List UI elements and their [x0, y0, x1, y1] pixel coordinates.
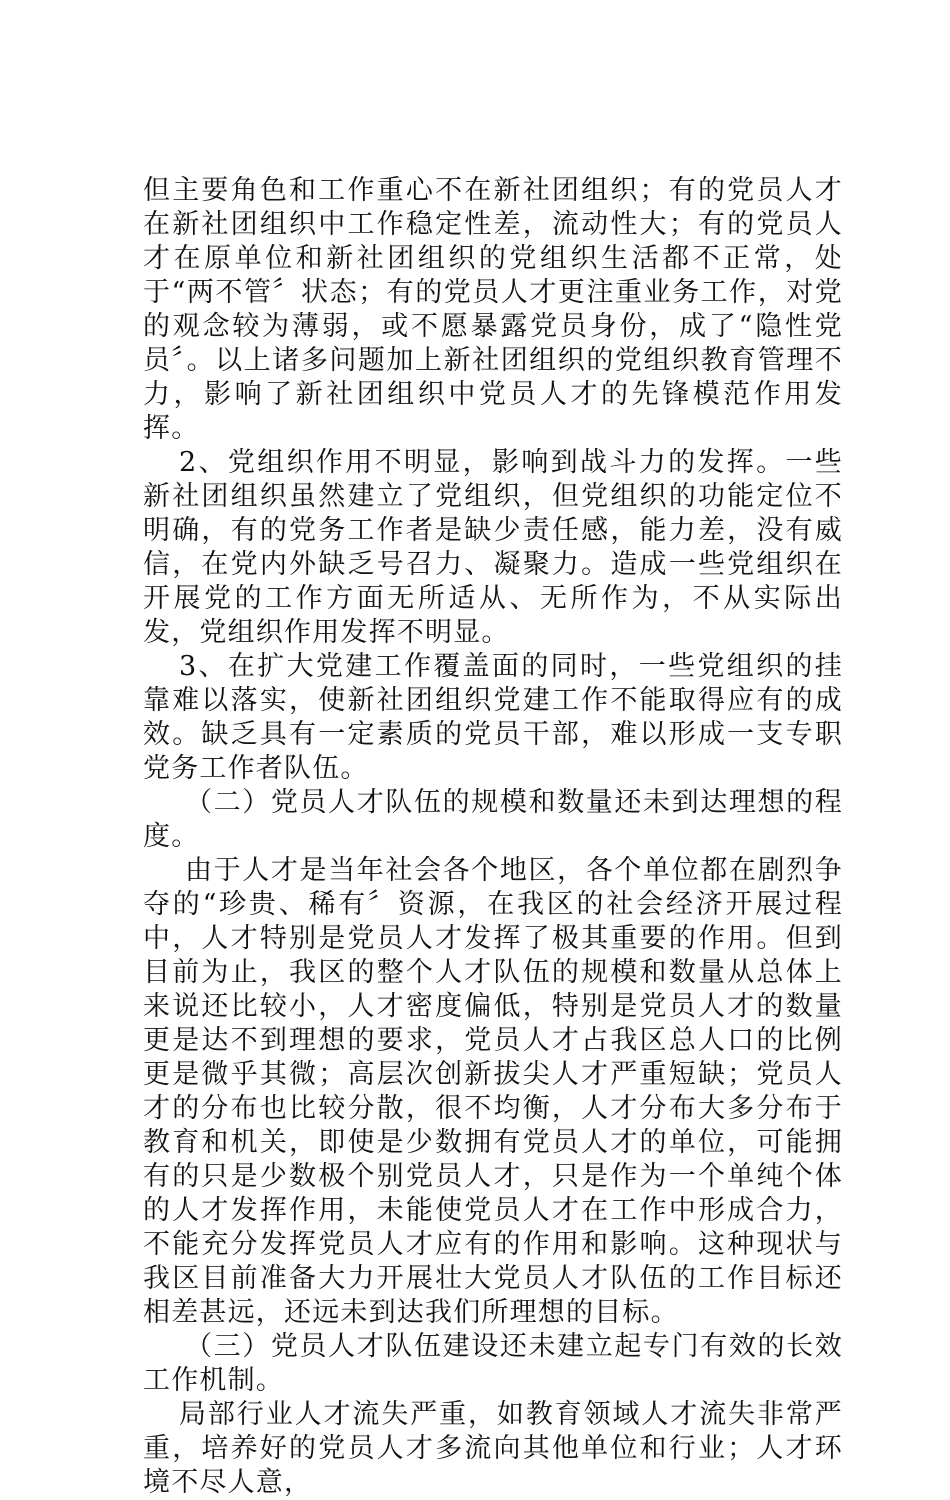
document-body: [143, 174, 843, 1500]
paragraph-item-3: 3、在扩大党建工作覆盖面的同时，一些党组织的挂靠难以落实，使新社团组织党建工作不能取得应有的成效。缺乏具有一定素质的党员干部，难以形成一支专职党务工作者队伍。: [143, 651, 843, 784]
paragraph-talent-scale: 由于人才是当年社会各个地区，各个单位都在剧烈争夺的“珍贵、稀有〞资源，在我区的社会经济开展过程中，人才特别是党员人才发挥了极其重要的作用。但到目前为止，我区的整个人才队伍的规模和数量从总体上来说还比较小，人才密度偏低，特别是党员人才的数量更是达不到理想的要求，党员人才占我区总人口的比例更是微乎其微；高层次创新拔尖人才严重短缺；党员人才的分布也比较分散，很不均衡，人才分布大多分布于教育和机关，即使是少数拥有党员人才的单位，可能拥有的只是少数极个别党员人才，只是作为一个单纯个体的人才发挥作用，未能使党员人才在工作中形成合力，不能充分发挥党员人才应有的作用和影响。这种现状与我区目前准备大力开展壮大党员人才队伍的工作目标还相差甚远，还远未到达我们所理想的目标。: [143, 855, 843, 1328]
paragraph-talent-loss: 局部行业人才流失严重，如教育领域人才流失非常严重，培养好的党员人才多流向其他单位和行业；人才环境不尽人意，: [143, 1399, 843, 1498]
paragraph-continuation: 但主要角色和工作重心不在新社团组织；有的党员人才在新社团组织中工作稳定性差，流动性大；有的党员人才在原单位和新社团组织的党组织生活都不正常，处于“两不管〞状态；有的党员人才更注重业务工作，对党的观念较为薄弱，或不愿暴露党员身份，成了“隐性党员〞。以上诸多问题加上新社团组织的党组织教育管理不力，影响了新社团组织中党员人才的先锋模范作用发挥。: [143, 175, 843, 444]
section-heading-3: （三）党员人才队伍建设还未建立起专门有效的长效工作机制。: [143, 1331, 843, 1396]
paragraph-item-2: 2、党组织作用不明显，影响到战斗力的发挥。一些新社团组织虽然建立了党组织，但党组织的功能定位不明确，有的党务工作者是缺少责任感，能力差，没有威信，在党内外缺乏号召力、凝聚力。造成一些党组织在开展党的工作方面无所适从、无所作为，不从实际出发，党组织作用发挥不明显。: [143, 447, 843, 648]
section-heading-2: （二）党员人才队伍的规模和数量还未到达理想的程度。: [143, 787, 843, 852]
